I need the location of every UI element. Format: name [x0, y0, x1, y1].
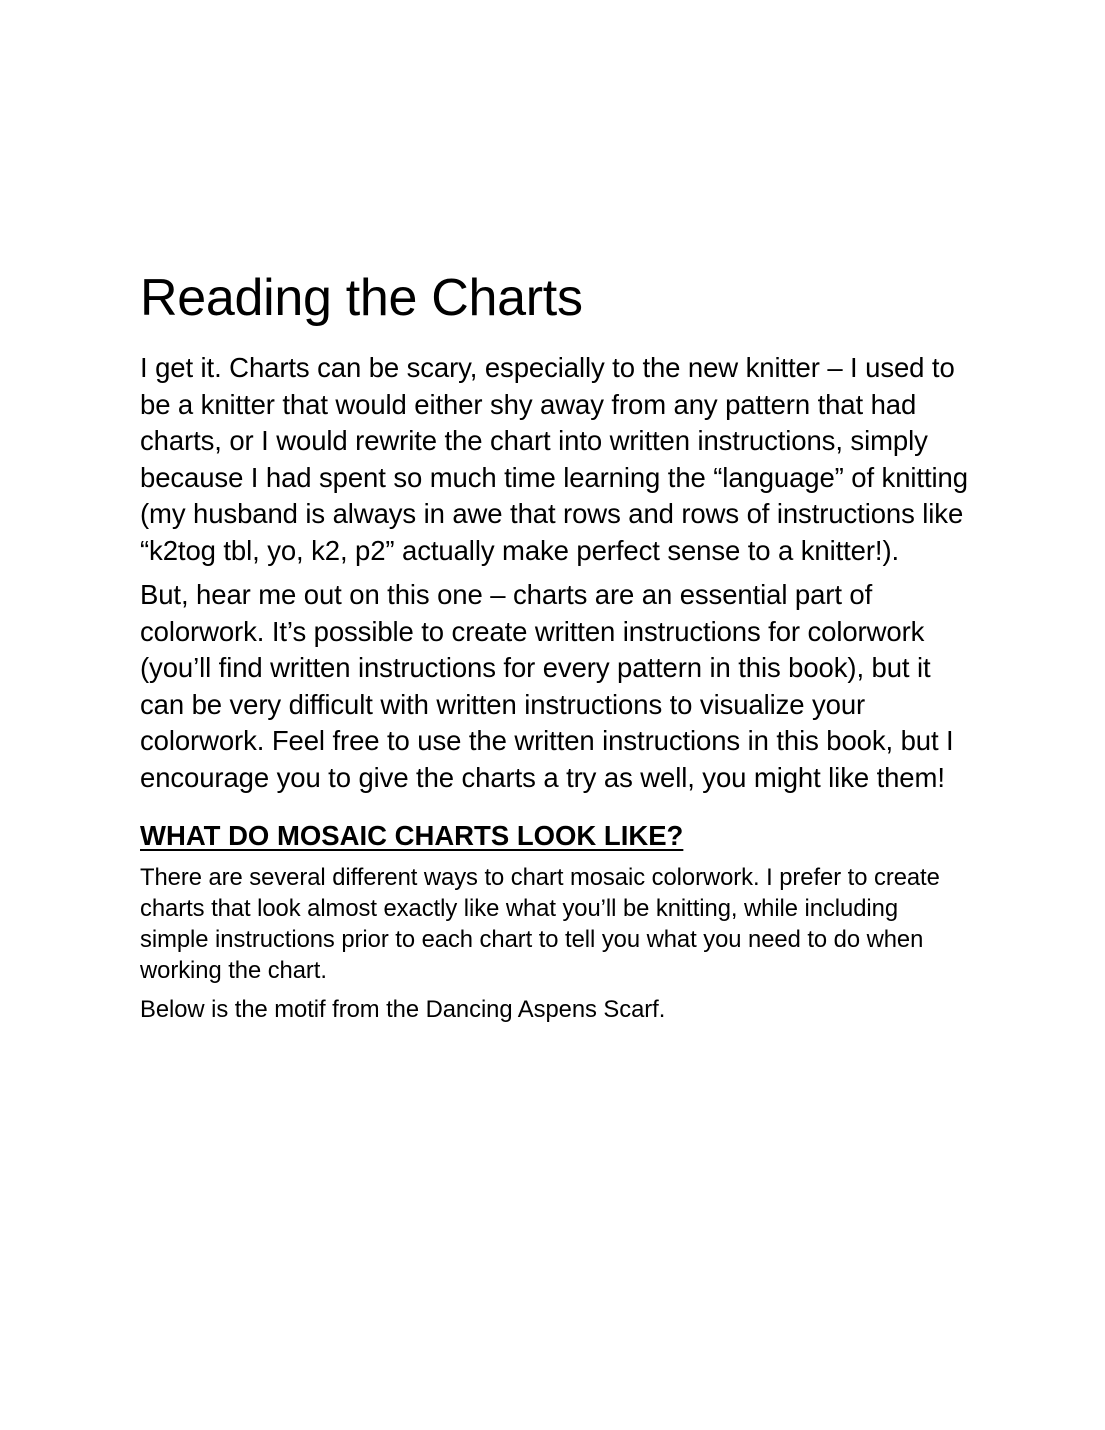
mosaic-charts-paragraph: There are several different ways to chart mosaic colorwork. I prefer to create charts that look almost exactly like what you’ll be knitting, while including simple instructions prior to each chart to tell you what you need to do when working the chart. — [140, 864, 940, 984]
intro-paragraph: I get it. Charts can be scary, especially to the new knitter – I used to be a knitter that would either shy away from any pattern that had charts, or I would rewrite the chart into written instructions, simply because I had spent so much time learning the “language” of knitting (my husband is always in awe that rows and rows of instructions like “k2tog tbl, yo, k2, p2” actually make perfect sense to a knitter!). — [140, 352, 968, 566]
document-page — [140, 268, 970, 1033]
colorwork-paragraph: But, hear me out on this one – charts are an essential part of colorwork. It’s possible to create written instructions for colorwork (you’ll find written instructions for every pattern in this book), but it can be very difficult with written instructions to visualize your colorwork. Feel free to use the written instructions in this book, but I encourage you to give the charts a try as well, you might like them! — [140, 579, 954, 793]
page-title: Reading the Charts — [140, 269, 583, 327]
motif-intro-paragraph: Below is the motif from the Dancing Aspens Scarf. — [140, 996, 666, 1023]
section-heading: WHAT DO MOSAIC CHARTS LOOK LIKE? — [140, 820, 684, 851]
